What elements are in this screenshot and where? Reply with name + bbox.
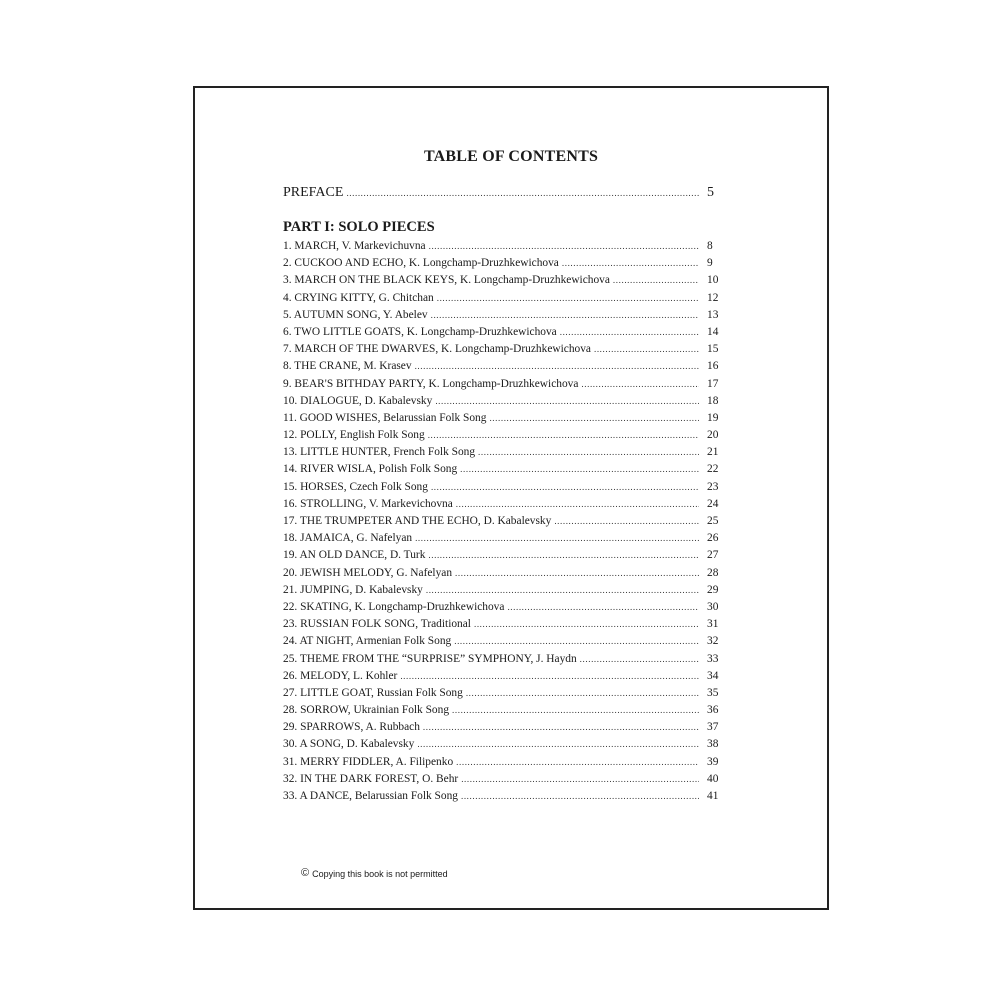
dot-leader [456, 496, 699, 513]
toc-page-number: 17 [707, 377, 719, 390]
dot-leader [417, 736, 699, 753]
toc-entry-label: 17. THE TRUMPETER AND THE ECHO, D. Kabalevsky [283, 515, 552, 527]
toc-entry [283, 582, 729, 599]
toc-entry [283, 290, 729, 307]
toc-page-number: 18 [707, 394, 719, 407]
toc-entry [283, 479, 729, 496]
toc-entry [283, 272, 729, 289]
toc-entry [283, 427, 729, 444]
toc-entry-label: 2. CUCKOO AND ECHO, K. Longchamp-Druzhkewichova [283, 257, 559, 270]
dot-leader [452, 702, 699, 719]
toc-page-number: 13 [707, 308, 719, 321]
dot-leader [431, 479, 699, 496]
toc-entry-label: 33. A DANCE, Belarussian Folk Song [283, 790, 458, 802]
copyright-icon: © [301, 867, 310, 879]
toc-entry [283, 754, 729, 771]
toc-entry [283, 616, 729, 633]
toc-entry-label: 22. SKATING, K. Longchamp-Druzhkewichova [283, 600, 505, 613]
toc-entry-label: 28. SORROW, Ukrainian Folk Song [283, 704, 450, 717]
section-heading: PART I: SOLO PIECES [283, 219, 435, 235]
toc-entry [283, 461, 729, 478]
toc-entry-label: 31. MERRY FIDDLER, A. Filipenko [283, 755, 454, 768]
dot-leader [461, 788, 699, 805]
toc-entry [283, 496, 729, 513]
toc-entry-preface [283, 185, 729, 201]
copyright-text: Copying this book is not permitted [312, 868, 448, 879]
toc-entry-label: 3. MARCH ON THE BLACK KEYS, K. Longchamp-Druzhkewichova [283, 274, 610, 287]
toc-page-number: 16 [707, 360, 719, 373]
toc-page-number: 24 [707, 497, 719, 510]
toc-page-number: 9 [707, 257, 713, 270]
toc-page-number: 28 [707, 566, 719, 579]
toc-page-number: 19 [707, 411, 719, 424]
toc-list [283, 238, 729, 805]
toc-page-number: 20 [707, 429, 719, 442]
dot-leader [426, 582, 699, 599]
toc-page-number: 32 [707, 635, 719, 648]
toc-entry-label: 13. LITTLE HUNTER, French Folk Song [283, 446, 476, 459]
toc-page-number: 39 [707, 755, 719, 768]
toc-page-number: 41 [707, 790, 719, 802]
dot-leader [580, 651, 699, 668]
toc-entry [283, 307, 729, 324]
toc-entry [283, 702, 729, 719]
toc-entry [283, 771, 729, 788]
toc-page-number: 36 [707, 704, 719, 717]
toc-entry [283, 668, 729, 685]
toc-entry [283, 547, 729, 564]
dot-leader [478, 444, 699, 461]
toc-entry [283, 633, 729, 650]
dot-leader [554, 513, 699, 530]
document-page [193, 86, 829, 910]
dot-leader [507, 599, 699, 616]
toc-page-number: 35 [707, 686, 719, 699]
toc-entry [283, 444, 729, 461]
toc-page-number: 27 [707, 549, 719, 562]
toc-page-number: 26 [707, 532, 719, 545]
toc-entry [283, 651, 729, 668]
toc-entry-label: 16. STROLLING, V. Markevichovna [283, 497, 453, 510]
toc-entry-label: 23. RUSSIAN FOLK SONG, Traditional [283, 618, 471, 631]
toc-page-number: 29 [707, 583, 719, 596]
toc-entry [283, 341, 729, 358]
toc-page-number: 5 [707, 185, 714, 200]
toc-page-number: 38 [707, 738, 719, 751]
dot-leader [560, 324, 699, 341]
toc-page-number: 8 [707, 240, 713, 252]
toc-entry [283, 719, 729, 736]
toc-entry-label: 24. AT NIGHT, Armenian Folk Song [283, 635, 452, 648]
toc-entry-label: 14. RIVER WISLA, Polish Folk Song [283, 463, 458, 476]
toc-entry [283, 565, 729, 582]
toc-entry [283, 324, 729, 341]
toc-entry [283, 788, 729, 805]
toc-entry-label: 1. MARCH, V. Markevichuvna [283, 240, 426, 252]
dot-leader [461, 771, 699, 788]
toc-entry-label: 20. JEWISH MELODY, G. Nafelyan [283, 566, 453, 579]
toc-entry-label: 18. JAMAICA, G. Nafelyan [283, 532, 413, 545]
toc-page-number: 34 [707, 669, 719, 682]
dot-leader [613, 272, 699, 289]
toc-entry [283, 255, 729, 272]
toc-entry-label: 6. TWO LITTLE GOATS, K. Longchamp-Druzhkewichova [283, 325, 557, 338]
toc-page-number: 12 [707, 291, 719, 304]
toc-page-number: 25 [707, 515, 719, 527]
toc-entry-label: 4. CRYING KITTY, G. Chitchan [283, 291, 434, 304]
toc-page-number: 33 [707, 652, 719, 665]
toc-entry [283, 736, 729, 753]
toc-entry-label: 11. GOOD WISHES, Belarussian Folk Song [283, 411, 487, 424]
toc-entry [283, 599, 729, 616]
toc-entry-label: 15. HORSES, Czech Folk Song [283, 480, 428, 493]
copyright-notice [301, 868, 448, 879]
dot-leader [455, 565, 699, 582]
dot-leader [415, 358, 699, 375]
toc-entry-label: 30. A SONG, D. Kabalevsky [283, 738, 415, 751]
toc-entry [283, 393, 729, 410]
dot-leader [428, 547, 699, 564]
dot-leader [594, 341, 699, 358]
toc-entry-label: 12. POLLY, English Folk Song [283, 429, 425, 442]
dot-leader [456, 754, 699, 771]
toc-entry [283, 410, 729, 427]
dot-leader [435, 393, 699, 410]
dot-leader [454, 633, 699, 650]
toc-entry-label: 21. JUMPING, D. Kabalevsky [283, 583, 423, 596]
toc-entry-label: 10. DIALOGUE, D. Kabalevsky [283, 394, 433, 407]
toc-page-number: 10 [707, 274, 719, 287]
toc-entry-label: PREFACE [283, 185, 344, 200]
toc-entry-label: 8. THE CRANE, M. Krasev [283, 360, 412, 373]
toc-entry-label: 26. MELODY, L. Kohler [283, 669, 398, 682]
toc-page-number: 30 [707, 600, 719, 613]
dot-leader [460, 461, 699, 478]
toc-entry [283, 530, 729, 547]
toc-page-number: 23 [707, 480, 719, 493]
dot-leader [437, 290, 699, 307]
toc-page-number: 14 [707, 325, 719, 338]
toc-page-number: 21 [707, 446, 719, 459]
toc-page-number: 15 [707, 343, 719, 356]
dot-leader [415, 530, 699, 547]
toc-entry-label: 27. LITTLE GOAT, Russian Folk Song [283, 686, 463, 699]
toc-entry-label: 25. THEME FROM THE “SURPRISE” SYMPHONY, J. Haydn [283, 652, 577, 665]
toc-entry [283, 376, 729, 393]
toc-entry-label: 7. MARCH OF THE DWARVES, K. Longchamp-Druzhkewichova [283, 343, 591, 356]
toc-entry-label: 19. AN OLD DANCE, D. Turk [283, 549, 426, 562]
dot-leader [581, 376, 699, 393]
toc-page-number: 31 [707, 618, 719, 631]
page-title: TABLE OF CONTENTS [423, 148, 599, 165]
toc-entry [283, 358, 729, 375]
toc-entry-label: 29. SPARROWS, A. Rubbach [283, 721, 420, 734]
toc-page-number: 22 [707, 463, 719, 476]
toc-entry [283, 685, 729, 702]
dot-leader [428, 427, 699, 444]
toc-entry-label: 32. IN THE DARK FOREST, O. Behr [283, 772, 459, 785]
toc-page-number: 37 [707, 721, 719, 734]
dot-leader [346, 188, 699, 198]
dot-leader [474, 616, 699, 633]
dot-leader [423, 719, 699, 736]
dot-leader [400, 668, 699, 685]
dot-leader [562, 255, 699, 272]
toc-entry [283, 238, 729, 255]
toc-page-number: 40 [707, 772, 719, 785]
dot-leader [466, 685, 699, 702]
toc-entry-label: 5. AUTUMN SONG, Y. Abelev [283, 308, 428, 321]
dot-leader [431, 307, 699, 324]
dot-leader [489, 410, 699, 427]
toc-entry-label: 9. BEAR'S BITHDAY PARTY, K. Longchamp-Druzhkewichova [283, 377, 579, 390]
toc-entry [283, 513, 729, 530]
dot-leader [429, 238, 699, 255]
